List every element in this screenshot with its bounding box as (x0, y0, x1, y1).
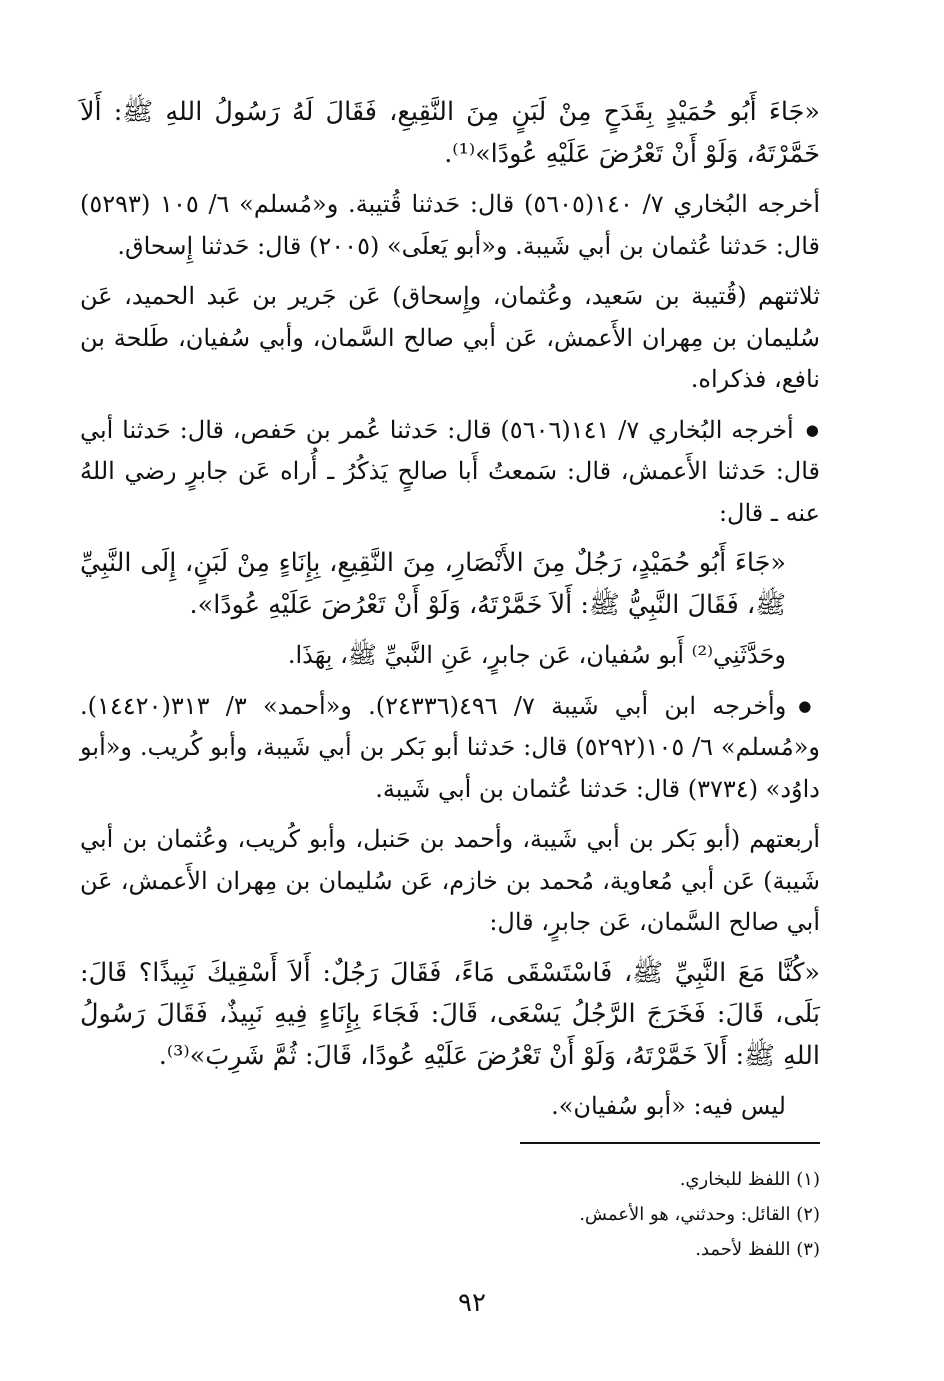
main-text (80, 92, 820, 1137)
note-paragraph: ليس فيه: «أبو سُفيان». (551, 1092, 786, 1120)
isnad-paragraph-3: أربعتهم (أبو بَكر بن أبي شَيبة، وأحمد بن حَنبل، وأبو كُريب، وعُثمان بن أبي شَيبة) عَن أبي مُعاوية، مُحمد بن خازم، عَن سُليمان بن مِهران الأَعمش، عَن أبي صالح السَّمان، عَن جابرٍ، قال: (80, 825, 820, 936)
page-number: ٩٢ (458, 1288, 486, 1318)
takhrij-paragraph-1: أخرجه البُخاري ٧/ ١٤٠(٥٦٠٥) قال: حَدثنا قُتيبة. و«مُسلم» ٦/ ١٠٥ (٥٢٩٣) قال: حَدثنا عُثمان بن أبي شَيبة. و«أبو يَعلَى» (٢٠٠٥) قال: حَدثنا إِسحاق. (80, 190, 820, 260)
footnotes (300, 1162, 820, 1267)
footnote-divider (520, 1142, 820, 1144)
footnote-2: (٢) القائل: وحدثني، هو الأعمش. (579, 1204, 820, 1225)
isnad-paragraph-2: وحَدَّثَنِي⁽²⁾ أَبو سُفيان، عَن جابرٍ، عَنِ النَّبيِّ ﷺ، بِهَذَا. (287, 641, 786, 669)
hadith-text-3: «كُنَّا مَعَ النَّبِيِّ ﷺ، فَاسْتَسْقَى مَاءً، فَقَالَ رَجُلٌ: أَلاَ أَسْقِيكَ نَبِيذًا؟ قَالَ: بَلَى، قَالَ: فَخَرَجَ الرَّجُلُ يَسْعَى، قَالَ: فَجَاءَ بِإِنَاءٍ فِيهِ نَبِيذٌ، فَقَالَ رَسُولُ اللهِ ﷺ: أَلاَ خَمَّرْتَهُ، وَلَوْ أَنْ تَعْرُضَ عَلَيْهِ عُودًا، قَالَ: ثُمَّ شَرِبَ»⁽³⁾. (80, 957, 820, 1071)
hadith-text-2: «جَاءَ أَبُو حُمَيْدٍ، رَجُلٌ مِنَ الأَنْصَارِ، مِنَ النَّقِيعِ، بِإِنَاءٍ مِنْ لَبَنٍ، إِلَى النَّبِيِّ ﷺ، فَقَالَ النَّبِيُّ ﷺ: أَلاَ خَمَّرْتَهُ، وَلَوْ أَنْ تَعْرُضَ عَلَيْهِ عُودًا». (80, 548, 786, 620)
takhrij-paragraph-3: ● وأخرجه ابن أبي شَيبة ٧/ ٤٩٦(٢٤٣٣٦). و«أحمد» ٣/ ٣١٣(١٤٤٢٠). و«مُسلم» ٦/ ١٠٥(٥٢٩٢) قال: حَدثنا أبو بَكر بن أبي شَيبة، وأبو كُريب. و«أبو داوُد» (٣٧٣٤) قال: حَدثنا عُثمان بن أبي شَيبة. (80, 686, 820, 811)
hadith-text-1: «جَاءَ أَبُو حُمَيْدٍ بِقَدَحٍ مِنْ لَبَنٍ مِنَ النَّقِيعِ، فَقَالَ لَهُ رَسُولُ اللهِ ﷺ: أَلاَ خَمَّرْتَهُ، وَلَوْ أَنْ تَعْرُضَ عَلَيْهِ عُودًا»⁽¹⁾. (80, 97, 820, 169)
takhrij-paragraph-2: ● أخرجه البُخاري ٧/ ١٤١(٥٦٠٦) قال: حَدثنا عُمر بن حَفص، قال: حَدثنا أبي قال: حَدثنا الأَعمش، قال: سَمعتُ أَبا صالحٍ يَذكُرُ ـ أُراه عَن جابرٍ رضي اللهُ عنه ـ قال: (80, 410, 820, 535)
isnad-paragraph-1: ثلاثتهم (قُتيبة بن سَعيد، وعُثمان، وإِسحاق) عَن جَرير بن عَبد الحميد، عَن سُليمان بن مِهران الأَعمش، عَن أبي صالح السَّمان، وأبي سُفيان، طَلحة بن نافع، فذكراه. (80, 282, 820, 393)
footnote-1: (١) اللفظ للبخاري. (679, 1169, 820, 1190)
footnote-3: (٣) اللفظ لأحمد. (695, 1239, 820, 1260)
